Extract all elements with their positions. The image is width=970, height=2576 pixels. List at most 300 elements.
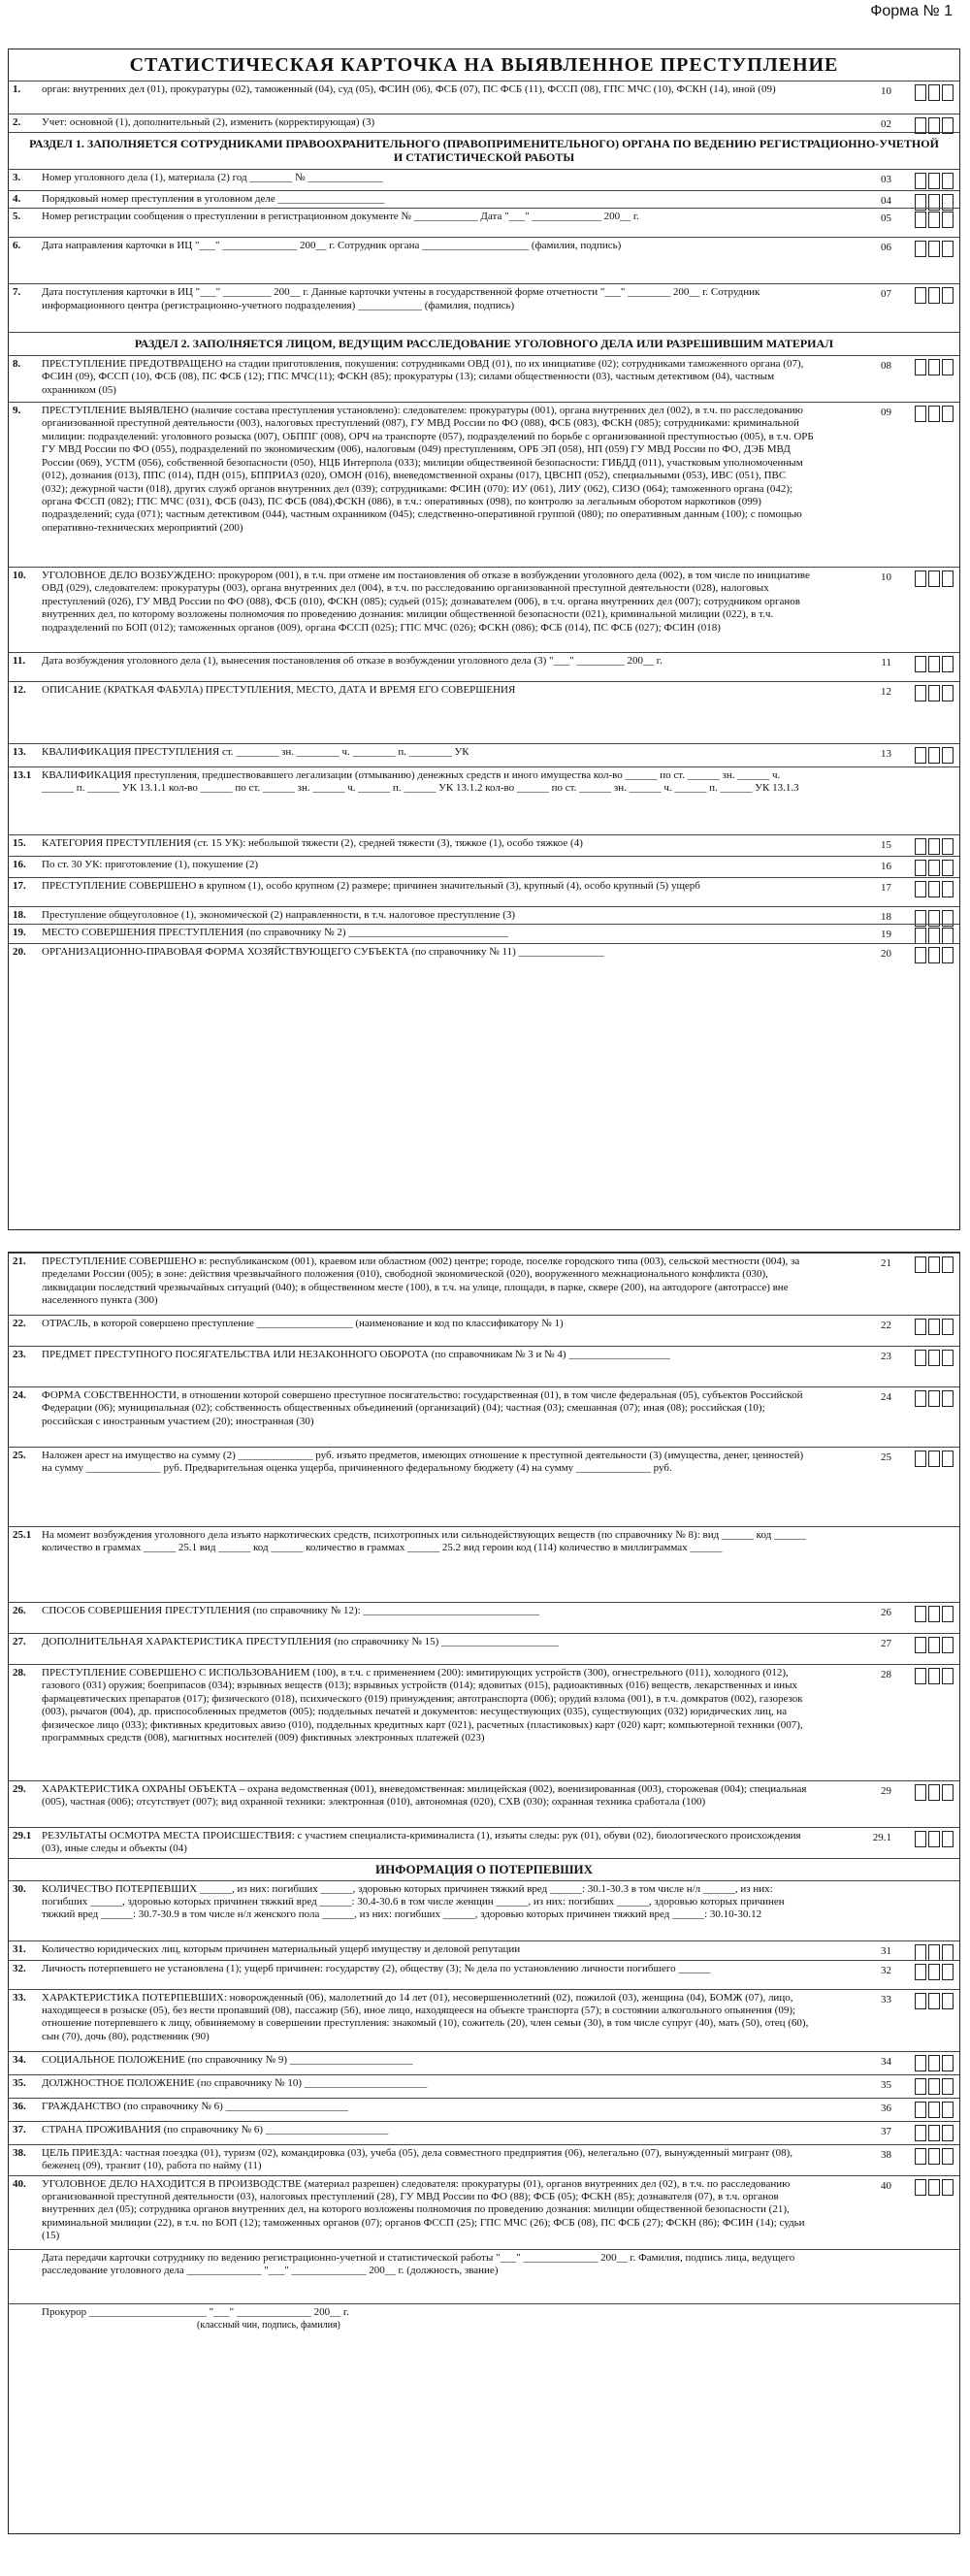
card-page-2 [8,1252,960,2534]
code-box[interactable] [915,860,926,876]
code-boxes [915,2078,954,2095]
row-code: 26 [881,1607,891,1618]
row-text: Учет: основной (1), дополнительный (2), изменить (корректирующая) (3) [42,116,375,129]
row-number: 1. [13,83,21,96]
code-box[interactable] [915,571,926,587]
code-box[interactable] [915,838,926,855]
row-text: КАТЕГОРИЯ ПРЕСТУПЛЕНИЯ (ст. 15 УК): небольшой тяжести (2), средней тяжести (3), тяжкое (1), особо тяжкое (4) [42,837,583,850]
code-box[interactable] [942,287,954,304]
form-row [9,2074,959,2098]
code-boxes [915,117,954,134]
form-row [9,1940,959,1960]
row-text: Порядковый номер преступления в уголовном деле ____________________ [42,193,385,206]
row-number: 31. [13,1942,26,1955]
row-text: ХАРАКТЕРИСТИКА ПОТЕРПЕВШИХ: новорожденный (06), малолетний до 14 лет (01), несовершеннолетний (02), пожилой (03), женщина (04), БОМЖ (07), лицо, находящееся в розыске (05), без вести пропавший (08), пассажир (56), иное лицо, находящееся на объекте транспорта (57); в состоянии алкогольного опьянения (09); отношение потерпевшего к лицу, обвиняемому в совершении преступления: знакомый (10), сожитель (20), член семьи (30), в том числе супруг (40), мать (50), отец (60), сын (70), дочь (80), родственник (90) [42,1991,809,2042]
code-box[interactable] [915,117,926,134]
code-box[interactable] [915,2102,926,2118]
row-code: 23 [881,1351,891,1362]
code-box[interactable] [928,359,940,375]
row-code: 20 [881,948,891,961]
code-box[interactable] [915,2125,926,2141]
form-row [9,1880,959,1940]
code-box[interactable] [942,173,954,189]
section-2-header: РАЗДЕЛ 2. ЗАПОЛНЯЕТСЯ ЛИЦОМ, ВЕДУЩИМ РАССЛЕДОВАНИЕ УГОЛОВНОГО ДЕЛА ИЛИ РАЗРЕШИВШИМ МАТЕРИАЛ [9,332,959,355]
row-code: 31 [881,1944,891,1957]
row-number: 26. [13,1605,26,1616]
code-boxes [915,241,954,257]
row-text: Дата возбуждения уголовного дела (1), вынесения постановления об отказе в возбуждении уголовного дела (3) "___" _________ 200__ г. [42,655,663,668]
row-number: 34. [13,2053,26,2066]
code-boxes [915,685,954,701]
code-box[interactable] [928,1319,940,1335]
code-box[interactable] [915,1831,926,1847]
code-box[interactable] [928,1964,940,1980]
row-number: 32. [13,1962,26,1974]
code-box[interactable] [928,2148,940,2165]
form-row [9,1253,959,1315]
code-box[interactable] [915,359,926,375]
form-row [9,1526,959,1602]
code-box[interactable] [928,656,940,672]
row-text: КВАЛИФИКАЦИЯ ПРЕСТУПЛЕНИЯ ст. ________ зн. ________ ч. ________ п. ________ УК [42,746,469,759]
code-box[interactable] [942,117,954,134]
row-number: 37. [13,2123,26,2136]
code-box[interactable] [915,1993,926,2009]
row-number: 16. [13,859,26,871]
code-boxes [915,84,954,101]
form-number: Форма № 1 [870,3,953,19]
row-text: орган: внутренних дел (01), прокуратуры (02), таможенный (04), суд (05), ФСИН (06), ФСБ (07), ПС ФСБ (11), ФССП (08), ГПС МЧС (10), ФСКН (14), иной (09) [42,83,776,96]
code-box[interactable] [942,2102,954,2118]
code-boxes [915,1964,954,1980]
row-text: ДОПОЛНИТЕЛЬНАЯ ХАРАКТЕРИСТИКА ПРЕСТУПЛЕНИЯ (по справочнику № 15) ______________________ [42,1636,560,1647]
code-box[interactable] [915,1256,926,1273]
code-box[interactable] [928,1256,940,1273]
code-box[interactable] [928,2078,940,2095]
code-boxes [915,881,954,897]
row-text: УГОЛОВНОЕ ДЕЛО ВОЗБУЖДЕНО: прокурором (001), в т.ч. при отмене им постановления об отказе в возбуждении уголовного дела (002), в том числе по инициативе ОВД (029), следователем: прокуратуры (003), органа внутренних дел (004), в т.ч. по расследованию организованной преступной деятельности (028), налоговых преступлений (026), ГУ МВД России по ФО (088), ФСБ (010), ФСКН (085); судьей (015); дознавателем (006), в т.ч. органа внутренних дел (007); сотрудником органов внутренних дел, по которому возложены полномочия по проведению дознания: милиции общественной безопасности (021), криминальной милиции (022), в т.ч. подразделений по БОП (012); таможенных органов (009), органа ФССП (025); ГПС МЧС (026); ФСКН (086); ФСБ (014), ПС ФСБ (027); ФСИН (018) [42,570,810,634]
code-box[interactable] [915,212,926,228]
row-text: Дата передачи карточки сотруднику по ведению регистрационно-учетной и статистической работы "___" ______________ 200__ г. Фамилия, подпись лица, ведущего расследование уголовного дела ______________ "___" ______________ 200__ г. (должность, звание) [42,2251,795,2277]
row-code: 06 [881,242,891,254]
row-code: 17 [881,882,891,895]
form-row [9,2175,959,2249]
row-text: Преступление общеуголовное (1), экономической (2) направленности, в т.ч. налоговое преступление (3) [42,909,516,922]
row-number: 25. [13,1450,26,1461]
code-box[interactable] [915,2179,926,2196]
row-number: 22. [13,1318,26,1329]
code-box[interactable] [928,838,940,855]
victims-info-header: ИНФОРМАЦИЯ О ПОТЕРПЕВШИХ [9,1858,959,1880]
row-text: ПРЕСТУПЛЕНИЕ СОВЕРШЕНО в крупном (1), особо крупном (2) размере; причинен значительный (3), крупный (4), особо крупный (5) ущерб [42,880,700,893]
row-number: 29.1 [13,1830,32,1842]
code-boxes [915,1451,954,1467]
code-box[interactable] [942,928,954,944]
row-text: ДОЛЖНОСТНОЕ ПОЛОЖЕНИЕ (по справочнику № 10) _______________________ [42,2076,428,2089]
form-row [9,402,959,567]
row-number: 18. [13,909,26,922]
row-text: Дата поступления карточки в ИЦ "___" _________ 200__ г. Данные карточки учтены в государственной форме отчетности "___" ________ 200__ г. Сотрудник информационного центра (регистрационно-учетного подразделения) ____________ (фамилия, подпись) [42,286,760,311]
row-code: 34 [881,2055,891,2068]
row-code: 11 [881,657,891,669]
code-boxes [915,359,954,375]
code-boxes [915,838,954,855]
code-box[interactable] [915,2078,926,2095]
row-code: 32 [881,1964,891,1976]
form-row [9,2051,959,2074]
form-row [9,208,959,237]
row-text: ФОРМА СОБСТВЕННОСТИ, в отношении которой совершено преступное посягательство: государственная (01), в том числе федеральная (05), субъектов Российской Федерации (06); муниципальная (02); собственность общественных объединений (организаций) (04); частная (03); смешанная (07); иная (08); российская (10); российская с иностранным участием (20); иностранная (30) [42,1389,803,1427]
code-box[interactable] [942,1390,954,1407]
code-box[interactable] [942,2055,954,2071]
code-box[interactable] [942,860,954,876]
code-boxes [915,571,954,587]
code-box[interactable] [915,406,926,422]
form-row [9,114,959,131]
code-box[interactable] [942,2148,954,2165]
row-text: Количество юридических лиц, которым причинен материальный ущерб имуществу и деловой репутации [42,1942,521,1955]
row-code: 35 [881,2078,891,2091]
form-row [9,567,959,652]
code-boxes [915,406,954,422]
code-boxes [915,2148,954,2165]
row-number: 35. [13,2076,26,2089]
code-box[interactable] [942,212,954,228]
form-row [9,237,959,283]
row-text: ПРЕСТУПЛЕНИЕ ПРЕДОТВРАЩЕНО на стадии приготовления, покушения: сотрудниками ОВД (01), по их инициативе (02); сотрудниками таможенного органа (07), ФСИН (09), ФССП (10), ФСБ (08), ПС ФСБ (12); ГПС МЧС(11); ФСКН (85); прокуратуры (13); силами общественности (03), частным детективом (04), частным охранником (05) [42,358,804,396]
row-number: 9. [13,405,21,417]
row-text: УГОЛОВНОЕ ДЕЛО НАХОДИТСЯ В ПРОИЗВОДСТВЕ (материал разрешен) следователя: прокуратуры (01), органов внутренних дел (02), в т.ч. по расследованию организованной преступной деятельности (03), налоговых преступлений (28), ГУ МВД России по ФО (88); ФСБ (05); ФСКН (85); дознавателя (07), в т.ч. органов внутренних дел (05); сотрудника органов внутренних дел, на которого возложены полномочия по проведению дознания: милиции общественной безопасности (21), криминальной милиции (22), в т.ч. по БОП (12); таможенных органов (07); органов ФССП (25); ГПС МЧС (26); ФСБ (08), ПС ФСБ (27); ФСКН (86); ФСИН (14); судьи (15) [42,2177,805,2242]
row-code: 07 [881,288,891,301]
form-row [9,766,959,834]
code-box[interactable] [915,1784,926,1801]
code-boxes [915,1390,954,1407]
code-box[interactable] [942,241,954,257]
form-row [9,681,959,743]
row-number: 29. [13,1783,26,1795]
form-row [9,2098,959,2121]
code-box[interactable] [928,173,940,189]
code-boxes [915,1319,954,1335]
row-code: 29.1 [872,1832,891,1843]
code-boxes [915,2102,954,2118]
row-text: Номер уголовного дела (1), материала (2) год ________ № ______________ [42,172,383,184]
code-box[interactable] [942,1451,954,1467]
code-boxes [915,656,954,672]
row-number: 2. [13,116,21,129]
form-row [9,906,959,924]
code-box[interactable] [942,881,954,897]
row-code: 19 [881,929,891,941]
code-box[interactable] [915,1606,926,1622]
row-code: 08 [881,360,891,373]
code-box[interactable] [915,881,926,897]
row-code: 09 [881,407,891,419]
code-box[interactable] [928,1993,940,2009]
row-code: 36 [881,2102,891,2114]
form-row [9,652,959,681]
row-code: 38 [881,2148,891,2161]
row-text: Дата направления карточки в ИЦ "___" ______________ 200__ г. Сотрудник органа ____________________ (фамилия, подпись) [42,240,622,252]
code-box[interactable] [928,2125,940,2141]
code-box[interactable] [942,571,954,587]
code-box[interactable] [928,1606,940,1622]
row-number: 23. [13,1349,26,1360]
form-row [9,1386,959,1447]
row-number: 4. [13,193,21,206]
row-text: ГРАЖДАНСТВО (по справочнику № 6) _______________________ [42,2100,349,2112]
section-1-header: РАЗДЕЛ 1. ЗАПОЛНЯЕТСЯ СОТРУДНИКАМИ ПРАВООХРАНИТЕЛЬНОГО (ПРАВОПРИМЕНИТЕЛЬНОГО) ОРГАНА ПО ВЕДЕНИЮ РЕГИСТРАЦИОННО-УЧЕТНОЙ И СТАТИСТИЧЕСКОЙ РАБОТЫ [9,132,959,169]
code-box[interactable] [915,2148,926,2165]
code-box[interactable] [942,2125,954,2141]
row-code: 05 [881,212,891,225]
form-row [9,877,959,906]
code-box[interactable] [942,1993,954,2009]
row-text: ПРЕДМЕТ ПРЕСТУПНОГО ПОСЯГАТЕЛЬСТВА ИЛИ НЕЗАКОННОГО ОБОРОТА (по справочникам № 3 и № 4) ___________________ [42,1349,670,1360]
row-number: 13.1 [13,769,32,782]
row-code: 29 [881,1785,891,1797]
form-row [9,1989,959,2051]
code-box[interactable] [928,212,940,228]
code-boxes [915,2125,954,2141]
code-boxes [915,1944,954,1961]
row-code: 18 [881,911,891,924]
form-row [9,283,959,332]
form-row [9,924,959,943]
code-box[interactable] [928,1350,940,1366]
prosecutor-caption: (классный чин, подпись, фамилия) [197,2320,340,2331]
code-box[interactable] [928,947,940,963]
code-box[interactable] [915,1637,926,1653]
code-box[interactable] [928,928,940,944]
code-box[interactable] [928,860,940,876]
code-box[interactable] [928,1637,940,1653]
code-box[interactable] [942,947,954,963]
code-box[interactable] [928,881,940,897]
code-boxes [915,173,954,189]
code-boxes [915,212,954,228]
form-row [9,1633,959,1664]
code-box[interactable] [915,1319,926,1335]
code-boxes [915,1784,954,1801]
code-box[interactable] [915,1451,926,1467]
code-boxes [915,2055,954,2071]
row-code: 15 [881,839,891,852]
row-code: 33 [881,1993,891,2005]
code-box[interactable] [942,2179,954,2196]
code-box[interactable] [928,1831,940,1847]
code-box[interactable] [915,947,926,963]
code-boxes [915,747,954,764]
code-box[interactable] [915,685,926,701]
code-boxes [915,287,954,304]
code-box[interactable] [915,1944,926,1961]
row-text: КВАЛИФИКАЦИЯ преступления, предшествовавшего легализации (отмыванию) денежных средств и иного имущества кол-во ______ по ст. ______ зн. ______ ч. ______ п. ______ УК 13.1.1 кол-во ______ по ст. ______ зн. ______ ч. ______ п. ______ УК 13.1.2 кол-во ______ по ст. ______ зн. ______ ч. ______ п. ______ УК 13.1.3 [42,769,799,795]
code-box[interactable] [915,747,926,764]
row-text: ОТРАСЛЬ, в которой совершено преступление __________________ (наименование и код по классификатору № 1) [42,1318,564,1329]
code-boxes [915,947,954,963]
code-box[interactable] [928,287,940,304]
row-number: 17. [13,880,26,893]
row-code: 04 [881,195,891,208]
code-boxes [915,2179,954,2196]
code-boxes [915,1831,954,1847]
code-box[interactable] [928,2102,940,2118]
code-box[interactable] [942,2078,954,2095]
row-number: 21. [13,1255,26,1267]
form-row [9,834,959,856]
code-box[interactable] [942,84,954,101]
row-text: ОРГАНИЗАЦИОННО-ПРАВОВАЯ ФОРМА ХОЗЯЙСТВУЮЩЕГО СУБЪЕКТА (по справочнику № 11) ________________ [42,946,604,959]
form-row [9,856,959,877]
row-text: Наложен арест на имущество на сумму (2) ______________ руб. изъято предметов, имеющих отношение к преступной деятельности (3) (имущества, денег, ценностей) на сумму ______________ руб. Предварительная оценка ущерба, причиненного федеральному бюджету (4) на сумму ______________ руб. [42,1450,804,1475]
row-code: 24 [881,1391,891,1403]
row-number: 12. [13,684,26,697]
row-text: СТРАНА ПРОЖИВАНИЯ (по справочнику № 6) _______________________ [42,2123,389,2136]
code-box[interactable] [942,1319,954,1335]
code-box[interactable] [928,1784,940,1801]
row-text: Личность потерпевшего не установлена (1); ущерб причинен: государству (2), обществу (3); № дела по установлению личности погибшего ______ [42,1962,711,1974]
code-box[interactable] [942,1637,954,1653]
form-row [9,2121,959,2144]
row-text: ПРЕСТУПЛЕНИЕ СОВЕРШЕНО С ИСПОЛЬЗОВАНИЕМ (100), в т.ч. с применением (200): имитирующих устройств (300), огнестрельного (011), холодного (012), газового (031) оружия; боеприпасов (034); взрывных веществ (013); взрывных устройств (014); ядовитых (015), радиоактивных (016) веществ, лекарственных и иных фармацевтических препаратов (017); физического (018), психического (019) принуждения; автотранспорта (006); орудий взлома (001), в т.ч. домкратов (002), газорезок (003), рычагов (004), др. приспособленных предметов (005); поддельных печатей и документов: несуществующих (035), существующих (032) юридических лиц, на физическое лицо (033); фиктивных кредитовых авизо (010), поддельных кредитных карт (021), расчетных (пластиковых) карт (020) карт; компьютерной техники (007), программных средств (008), магнитных носителей (009) фиктивных электронных платежей (023) [42,1667,803,1745]
row-text: СПОСОБ СОВЕРШЕНИЯ ПРЕСТУПЛЕНИЯ (по справочнику № 12): _________________________________ [42,1605,539,1616]
row-code: 02 [881,118,891,131]
code-box[interactable] [942,1831,954,1847]
row-number: 38. [13,2146,26,2159]
code-box[interactable] [942,1350,954,1366]
row-code: 28 [881,1669,891,1680]
form-row [9,1780,959,1827]
code-box[interactable] [942,1606,954,1622]
form-row [9,943,959,978]
code-box[interactable] [928,1451,940,1467]
row-number: 3. [13,172,21,184]
row-number: 30. [13,1882,26,1895]
code-box[interactable] [942,1668,954,1684]
code-box[interactable] [942,1964,954,1980]
form-row [9,2144,959,2175]
row-number: 24. [13,1389,26,1401]
code-boxes [915,860,954,876]
row-number: 7. [13,286,21,299]
row-code: 37 [881,2125,891,2137]
row-number: 28. [13,1667,26,1679]
row-number: 6. [13,240,21,252]
row-number: 13. [13,746,26,759]
code-box[interactable] [928,241,940,257]
code-boxes [915,1606,954,1622]
row-code: 27 [881,1638,891,1649]
code-box[interactable] [928,84,940,101]
code-box[interactable] [915,173,926,189]
code-box[interactable] [915,84,926,101]
form-title: СТАТИСТИЧЕСКАЯ КАРТОЧКА НА ВЫЯВЛЕННОЕ ПРЕСТУПЛЕНИЕ [129,54,839,76]
code-boxes [915,1668,954,1684]
code-box[interactable] [928,406,940,422]
code-box[interactable] [942,747,954,764]
row-text: ОПИСАНИЕ (КРАТКАЯ ФАБУЛА) ПРЕСТУПЛЕНИЯ, МЕСТО, ДАТА И ВРЕМЯ ЕГО СОВЕРШЕНИЯ [42,684,516,697]
code-boxes [915,1637,954,1653]
row-code: 10 [881,571,891,584]
code-box[interactable] [942,685,954,701]
row-code: 16 [881,861,891,873]
row-number: 11. [13,655,26,668]
row-number: 36. [13,2100,26,2112]
code-box[interactable] [942,1784,954,1801]
row-text: РЕЗУЛЬТАТЫ ОСМОТРА МЕСТА ПРОИСШЕСТВИЯ: с участием специалиста-криминалиста (1), изъяты следы: рук (01), обуви (02), биологического происхождения (03), иные следы и объекты (04) [42,1830,801,1855]
code-box[interactable] [915,1964,926,1980]
form-row [9,1315,959,1346]
code-box[interactable] [928,2179,940,2196]
form-row [9,81,959,114]
row-text: ЦЕЛЬ ПРИЕЗДА: частная поездка (01), туризм (02), командировка (03), учеба (05), дела совместного предприятия (06), нелегально (07), вынужденный мигрант (08), беженец (09), транзит (10), работа по найму (11) [42,2146,793,2172]
code-box[interactable] [915,1390,926,1407]
code-box[interactable] [942,656,954,672]
row-number: 25.1 [13,1529,32,1541]
row-code: 25 [881,1451,891,1463]
code-box[interactable] [928,747,940,764]
code-box[interactable] [928,1390,940,1407]
form-row [9,2249,959,2303]
form-row [9,743,959,766]
code-box[interactable] [915,1668,926,1684]
form-row [9,190,959,208]
code-boxes [915,928,954,944]
row-text: КОЛИЧЕСТВО ПОТЕРПЕВШИХ ______, из них: погибших ______, здоровью которых причинен тяжкий вред ______: 30.1-30.3 в том числе н/л ______, из них: погибших ______, здоровью которых причинен тяжкий вред ______: 30.4-30.6 в том числе женщин ______, из них: погибших ______, здоровью которых причинен тяжкий вред ______: 30.7-30.9 в том числе н/л женского пола ______, из них: погибших ______, здоровью которых причинен тяжкий вред ______: 30.10-30.12 [42,1882,785,1921]
form-row [9,1827,959,1858]
code-box[interactable] [942,838,954,855]
code-box[interactable] [942,406,954,422]
code-box[interactable] [915,2055,926,2071]
form-row [9,1960,959,1989]
code-box[interactable] [915,1350,926,1366]
code-box[interactable] [942,1256,954,1273]
row-code: 03 [881,174,891,186]
row-text: СОЦИАЛЬНОЕ ПОЛОЖЕНИЕ (по справочнику № 9) _______________________ [42,2053,413,2066]
form-row [9,1346,959,1386]
card-page-1 [8,49,960,1230]
row-text: ХАРАКТЕРИСТИКА ОХРАНЫ ОБЪЕКТА – охрана ведомственная (001), вневедомственная: милицейская (002), военизированная (003), сторожевая (004); специальная (005), частная (006); отсутствует (007); вид охранной техники: электронная (010), автономная (020), СХВ (030); охранная техника сработала (100) [42,1783,807,1809]
row-number: 8. [13,358,21,371]
row-text: По ст. 30 УК: приготовление (1), покушение (2) [42,859,259,871]
form-row [9,1602,959,1633]
code-box[interactable] [928,1668,940,1684]
prosecutor-line: Прокурор ______________________ "___" ______________ 200__ г. [42,2305,349,2318]
row-text: ПРЕСТУПЛЕНИЕ СОВЕРШЕНО в: республиканском (001), краевом или областном (002) центре; городе, поселке городского типа (003), сельской местности (004), за пределами России (005); в зоне: действия чрезвычайного положения (010), свободной экономической (020), вооруженного межнационального конфликта (030), ликвидации последствий чрезвычайных ситуаций (040); в общественном месте (100), в т.ч. на улице, площади, в парке, сквере (200), на автодороге (автотрассе) вне населенного пункта (300) [42,1255,800,1307]
row-code: 40 [881,2179,891,2192]
code-box[interactable] [915,656,926,672]
row-text: На момент возбуждения уголовного дела изъято наркотических средств, психотропных или сильнодействующих веществ (по справочнику № 8): вид ______ код ______ количество в граммах ______ 25.1 вид ______ код ______ количество в граммах ______ 25.2 вид героин код (114) количество в миллиграммах ______ [42,1529,806,1554]
code-box[interactable] [928,117,940,134]
row-text: ПРЕСТУПЛЕНИЕ ВЫЯВЛЕНО (наличие состава преступления установлено): следователем: прокуратуры (001), органа внутренних дел (002), в т.ч. по расследованию организованной преступной деятельности (003), налоговых преступлений (087), ГУ МВД России по ФО (088), ФСБ (083), ФСКН (085); сотрудниками: криминальной милиции: подразделений: уголовного розыска (007), ОБППГ (008), ОРЧ на транспорте (057), подразделений по борьбе с организованной преступностью (005), в т.ч. ОРБ ГУ МВД России по ФО (055), подразделений по экономическим (006), налоговым (049) преступлениям, ОРБ ЭП (058), НП (059) ГУ МВД России по ФО, ДЭБ МВД России (069), УСТМ (056), собственной безопасности (050), НЦБ Интерпола (033); милиции общественной безопасности: ГИБДД (011), участковым уполномоченным (012), дознания (013), ППС (014), ПДН (015), БППРИАЗ (020), ОМОН (016), вневедомственной охраны (017), ЦВСНП (052), специальными (053), ИВС (051), ПВС (032); дежурной части (018), других служб органов внутренних дел (039); сотрудниками: ФСИН (070): ИУ (061), ЛИУ (062), СИЗО (064); таможенного органа (042); органа ФССП (082); ГПС МЧС (031), ФСБ (043), ПС ФСБ (084),ФСКН (086), в т.ч.: оперативных (098), по контролю за легальным оборотом наркотиков (099) подразделений; суда (071); частным детективом (044), частным охранником (045); следственно-оперативной группой (080); по оперативным данным (100); с помощью оперативно-технических мероприятий (200) [42,405,814,534]
code-box[interactable] [928,1944,940,1961]
row-number: 10. [13,570,26,582]
code-box[interactable] [928,2055,940,2071]
code-box[interactable] [942,1944,954,1961]
code-box[interactable] [915,287,926,304]
code-box[interactable] [928,685,940,701]
row-number: 15. [13,837,26,850]
row-number: 27. [13,1636,26,1647]
code-box[interactable] [915,928,926,944]
code-box[interactable] [915,241,926,257]
row-number: 5. [13,211,21,223]
code-box[interactable] [942,359,954,375]
code-box[interactable] [928,571,940,587]
prosecutor-row [9,2303,959,2336]
form-row [9,355,959,402]
